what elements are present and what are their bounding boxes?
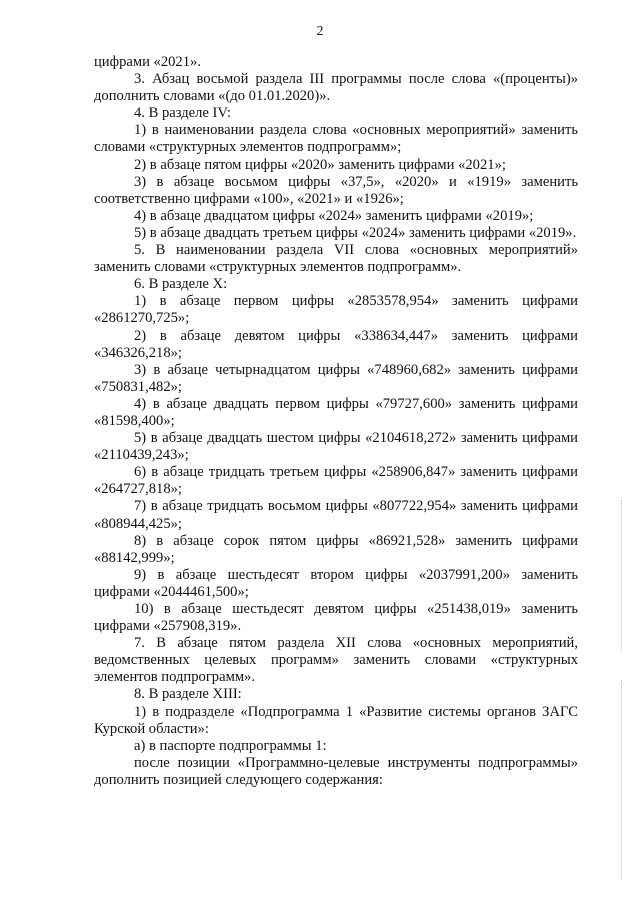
paragraph: 4) в абзаце двадцать первом цифры «79727,600» заменить цифрами «81598,400»; — [94, 395, 578, 429]
paragraph: 2) в абзаце девятом цифры «338634,447» заменить цифрами «346326,218»; — [94, 327, 578, 361]
paragraph: 8. В разделе XIII: — [134, 686, 242, 703]
paragraph: 3) в абзаце четырнадцатом цифры «748960,682» заменить цифрами «750831,482»; — [94, 361, 578, 395]
scan-margin-mark — [621, 680, 624, 880]
page-number: 2 — [316, 24, 324, 39]
paragraph: 7) в абзаце тридцать восьмом цифры «807722,954» заменить цифрами «808944,425»; — [94, 498, 578, 532]
paragraph: 3. Абзац восьмой раздела III программы после слова «(проценты)» дополнить словами «(до 01.01.2020)». — [94, 71, 578, 105]
paragraph: 5) в абзаце двадцать третьем цифры «2024» заменить цифрами «2019». — [134, 224, 577, 241]
paragraph: после позиции «Программно-целевые инструменты подпрограммы» дополнить позицией следующего содержания: — [94, 754, 578, 788]
paragraph: 2) в абзаце пятом цифры «2020» заменить цифрами «2021»; — [134, 156, 506, 173]
scan-margin-mark — [621, 500, 624, 650]
paragraph: 5) в абзаце двадцать шестом цифры «2104618,272» заменить цифрами «2110439,243»; — [94, 430, 578, 464]
paragraph: 5. В наименовании раздела VII слова «основных мероприятий» заменить словами «структурных элементов подпрограмм». — [94, 242, 578, 276]
document-body — [94, 54, 578, 789]
paragraph: 6. В разделе X: — [134, 276, 228, 293]
paragraph: цифрами «2021». — [94, 54, 201, 70]
paragraph: 10) в абзаце шестьдесят девятом цифры «251438,019» заменить цифрами «257908,319». — [94, 601, 578, 635]
paragraph: 1) в подразделе «Подпрограмма 1 «Развитие системы органов ЗАГС Курской области»: — [94, 703, 578, 737]
paragraph: 1) в наименовании раздела слова «основных мероприятий» заменить словами «структурных элементов подпрограмм»; — [94, 122, 578, 156]
paragraph: 1) в абзаце первом цифры «2853578,954» заменить цифрами «2861270,725»; — [94, 293, 578, 327]
paragraph: а) в паспорте подпрограммы 1: — [134, 737, 327, 754]
paragraph: 4) в абзаце двадцатом цифры «2024» заменить цифрами «2019»; — [134, 207, 534, 224]
paragraph: 7. В абзаце пятом раздела XII слова «основных мероприятий, ведомственных целевых программ» заменить словами «структурных элементов подпрограмм». — [94, 635, 578, 686]
paragraph: 8) в абзаце сорок пятом цифры «86921,528» заменить цифрами «88142,999»; — [94, 532, 578, 566]
paragraph: 6) в абзаце тридцать третьем цифры «258906,847» заменить цифрами «264727,818»; — [94, 464, 578, 498]
paragraph: 3) в абзаце восьмом цифры «37,5», «2020» и «1919» заменить соответственно цифрами «100», «2021» и «1926»; — [94, 173, 578, 207]
paragraph: 9) в абзаце шестьдесят втором цифры «2037991,200» заменить цифрами «2044461,500»; — [94, 566, 578, 600]
paragraph: 4. В разделе IV: — [134, 105, 231, 122]
